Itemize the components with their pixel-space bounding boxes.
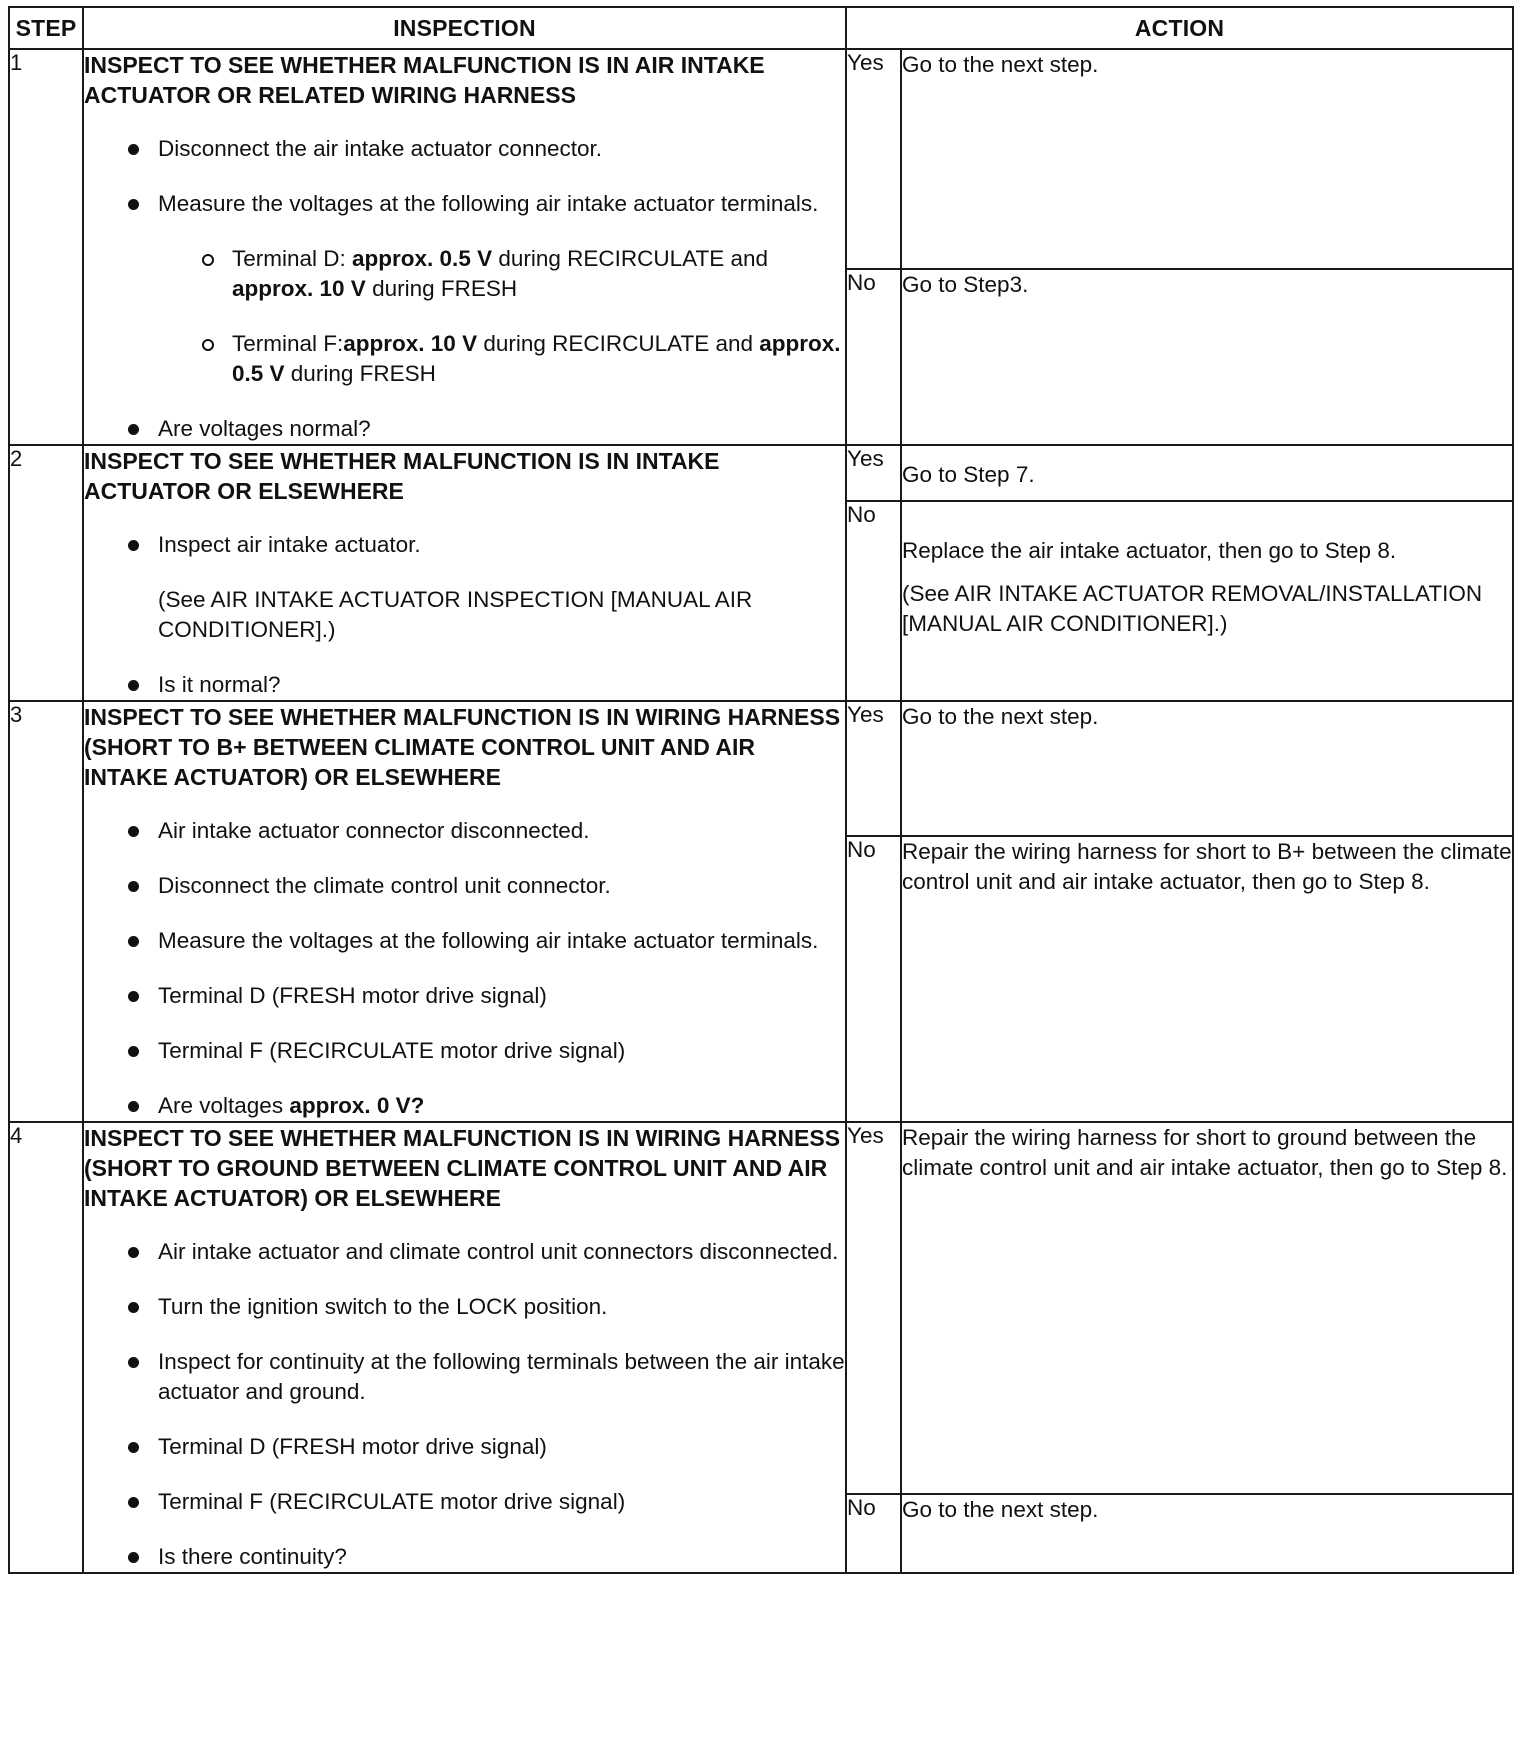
bullet-dot-icon bbox=[128, 1357, 139, 1368]
bullet-dot-icon bbox=[128, 199, 139, 210]
bullet-dot-icon bbox=[128, 680, 139, 691]
table-row-step-4 bbox=[9, 1122, 1513, 1494]
bullet-item: Measure the voltages at the following air intake actuator terminals. bbox=[84, 189, 845, 219]
no-action-text: Replace the air intake actuator, then go to Step 8. bbox=[902, 538, 1397, 563]
bullet-item: Is there continuity? bbox=[84, 1542, 845, 1572]
yes-label: Yes bbox=[846, 49, 901, 269]
table-header-row bbox=[9, 7, 1513, 49]
bullet-dot-icon bbox=[128, 1497, 139, 1508]
yes-action: Repair the wiring harness for short to ground between the climate control unit and air intake actuator, then go to Step 8. bbox=[901, 1122, 1513, 1494]
step-title: INSPECT TO SEE WHETHER MALFUNCTION IS IN INTAKE ACTUATOR OR ELSEWHERE bbox=[84, 448, 720, 504]
bullet-dot-icon bbox=[128, 1247, 139, 1258]
bullet-ring-icon bbox=[202, 254, 214, 266]
header-action: ACTION bbox=[846, 7, 1513, 49]
bullet-dot-icon bbox=[128, 1552, 139, 1563]
bullet-item: Disconnect the climate control unit connector. bbox=[84, 871, 845, 901]
no-label: No bbox=[846, 269, 901, 445]
sub-bullet-item: Terminal F:approx. 10 V during RECIRCULATE and approx. 0.5 V during FRESH bbox=[84, 329, 845, 389]
bullet-item: Air intake actuator connector disconnected. bbox=[84, 816, 845, 846]
bullet-item: Terminal F (RECIRCULATE motor drive signal) bbox=[84, 1487, 845, 1517]
yes-label: Yes bbox=[846, 445, 901, 501]
inspection-cell bbox=[83, 445, 846, 701]
bullet-dot-icon bbox=[128, 826, 139, 837]
inspection-cell bbox=[83, 701, 846, 1122]
step-number: 4 bbox=[9, 1122, 83, 1573]
no-label: No bbox=[846, 501, 901, 701]
sub-bullet-item: Terminal D: approx. 0.5 V during RECIRCULATE and approx. 10 V during FRESH bbox=[84, 244, 845, 304]
yes-action: Go to Step 7. bbox=[901, 445, 1513, 501]
step-number: 1 bbox=[9, 49, 83, 445]
bullet-item: Terminal D (FRESH motor drive signal) bbox=[84, 1432, 845, 1462]
bullet-dot-icon bbox=[128, 540, 139, 551]
yes-action: Go to the next step. bbox=[901, 701, 1513, 836]
bullet-item: Inspect for continuity at the following terminals between the air intake actuator and ground. bbox=[84, 1347, 845, 1407]
table-row-step-2 bbox=[9, 445, 1513, 501]
bullet-dot-icon bbox=[128, 936, 139, 947]
no-action: Go to the next step. bbox=[901, 1494, 1513, 1573]
bullet-dot-icon bbox=[128, 1302, 139, 1313]
no-label: No bbox=[846, 836, 901, 1122]
bullet-item: Inspect air intake actuator. bbox=[84, 530, 845, 560]
no-action: Repair the wiring harness for short to B+ between the climate control unit and air intake actuator, then go to Step 8. bbox=[901, 836, 1513, 1122]
bullet-item: Terminal D (FRESH motor drive signal) bbox=[84, 981, 845, 1011]
bullet-ring-icon bbox=[202, 339, 214, 351]
step-number: 3 bbox=[9, 701, 83, 1122]
bullet-dot-icon bbox=[128, 424, 139, 435]
bullet-item: Measure the voltages at the following air intake actuator terminals. bbox=[84, 926, 845, 956]
reference-note: (See AIR INTAKE ACTUATOR INSPECTION [MANUAL AIR CONDITIONER].) bbox=[158, 587, 753, 642]
no-action: Go to Step3. bbox=[901, 269, 1513, 445]
inspection-cell bbox=[83, 1122, 846, 1573]
bullet-dot-icon bbox=[128, 1442, 139, 1453]
bullet-dot-icon bbox=[128, 1101, 139, 1112]
bullet-item: Terminal F (RECIRCULATE motor drive signal) bbox=[84, 1036, 845, 1066]
no-label: No bbox=[846, 1494, 901, 1573]
step-title: INSPECT TO SEE WHETHER MALFUNCTION IS IN AIR INTAKE ACTUATOR OR RELATED WIRING HARNESS bbox=[84, 52, 765, 108]
yes-label: Yes bbox=[846, 1122, 901, 1494]
header-step: STEP bbox=[9, 7, 83, 49]
step-title: INSPECT TO SEE WHETHER MALFUNCTION IS IN WIRING HARNESS (SHORT TO GROUND BETWEEN CLIMATE CONTROL UNIT AND AIR INTAKE ACTUATOR) OR ELSEWHERE bbox=[84, 1125, 841, 1211]
yes-action: Go to the next step. bbox=[901, 49, 1513, 269]
bullet-item: Air intake actuator and climate control unit connectors disconnected. bbox=[84, 1237, 845, 1267]
step-title: INSPECT TO SEE WHETHER MALFUNCTION IS IN WIRING HARNESS (SHORT TO B+ BETWEEN CLIMATE CONTROL UNIT AND AIR INTAKE ACTUATOR) OR ELSEWHERE bbox=[84, 704, 841, 790]
procedure-document bbox=[8, 6, 1512, 1574]
inspection-cell bbox=[83, 49, 846, 445]
header-inspection: INSPECTION bbox=[83, 7, 846, 49]
yes-label: Yes bbox=[846, 701, 901, 836]
bullet-item: Disconnect the air intake actuator connector. bbox=[84, 134, 845, 164]
bullet-dot-icon bbox=[128, 1046, 139, 1057]
inspection-table bbox=[8, 6, 1514, 1574]
table-row-step-3 bbox=[9, 701, 1513, 836]
bullet-item: Are voltages normal? bbox=[84, 414, 845, 444]
no-action bbox=[901, 501, 1513, 701]
bullet-dot-icon bbox=[128, 881, 139, 892]
table-row-step-1 bbox=[9, 49, 1513, 269]
bullet-item: Turn the ignition switch to the LOCK position. bbox=[84, 1292, 845, 1322]
no-action-reference: (See AIR INTAKE ACTUATOR REMOVAL/INSTALLATION [MANUAL AIR CONDITIONER].) bbox=[902, 581, 1483, 636]
step-number: 2 bbox=[9, 445, 83, 701]
bullet-dot-icon bbox=[128, 991, 139, 1002]
bullet-item: Are voltages approx. 0 V? bbox=[84, 1091, 845, 1121]
bullet-item: Is it normal? bbox=[84, 670, 845, 700]
bullet-dot-icon bbox=[128, 144, 139, 155]
